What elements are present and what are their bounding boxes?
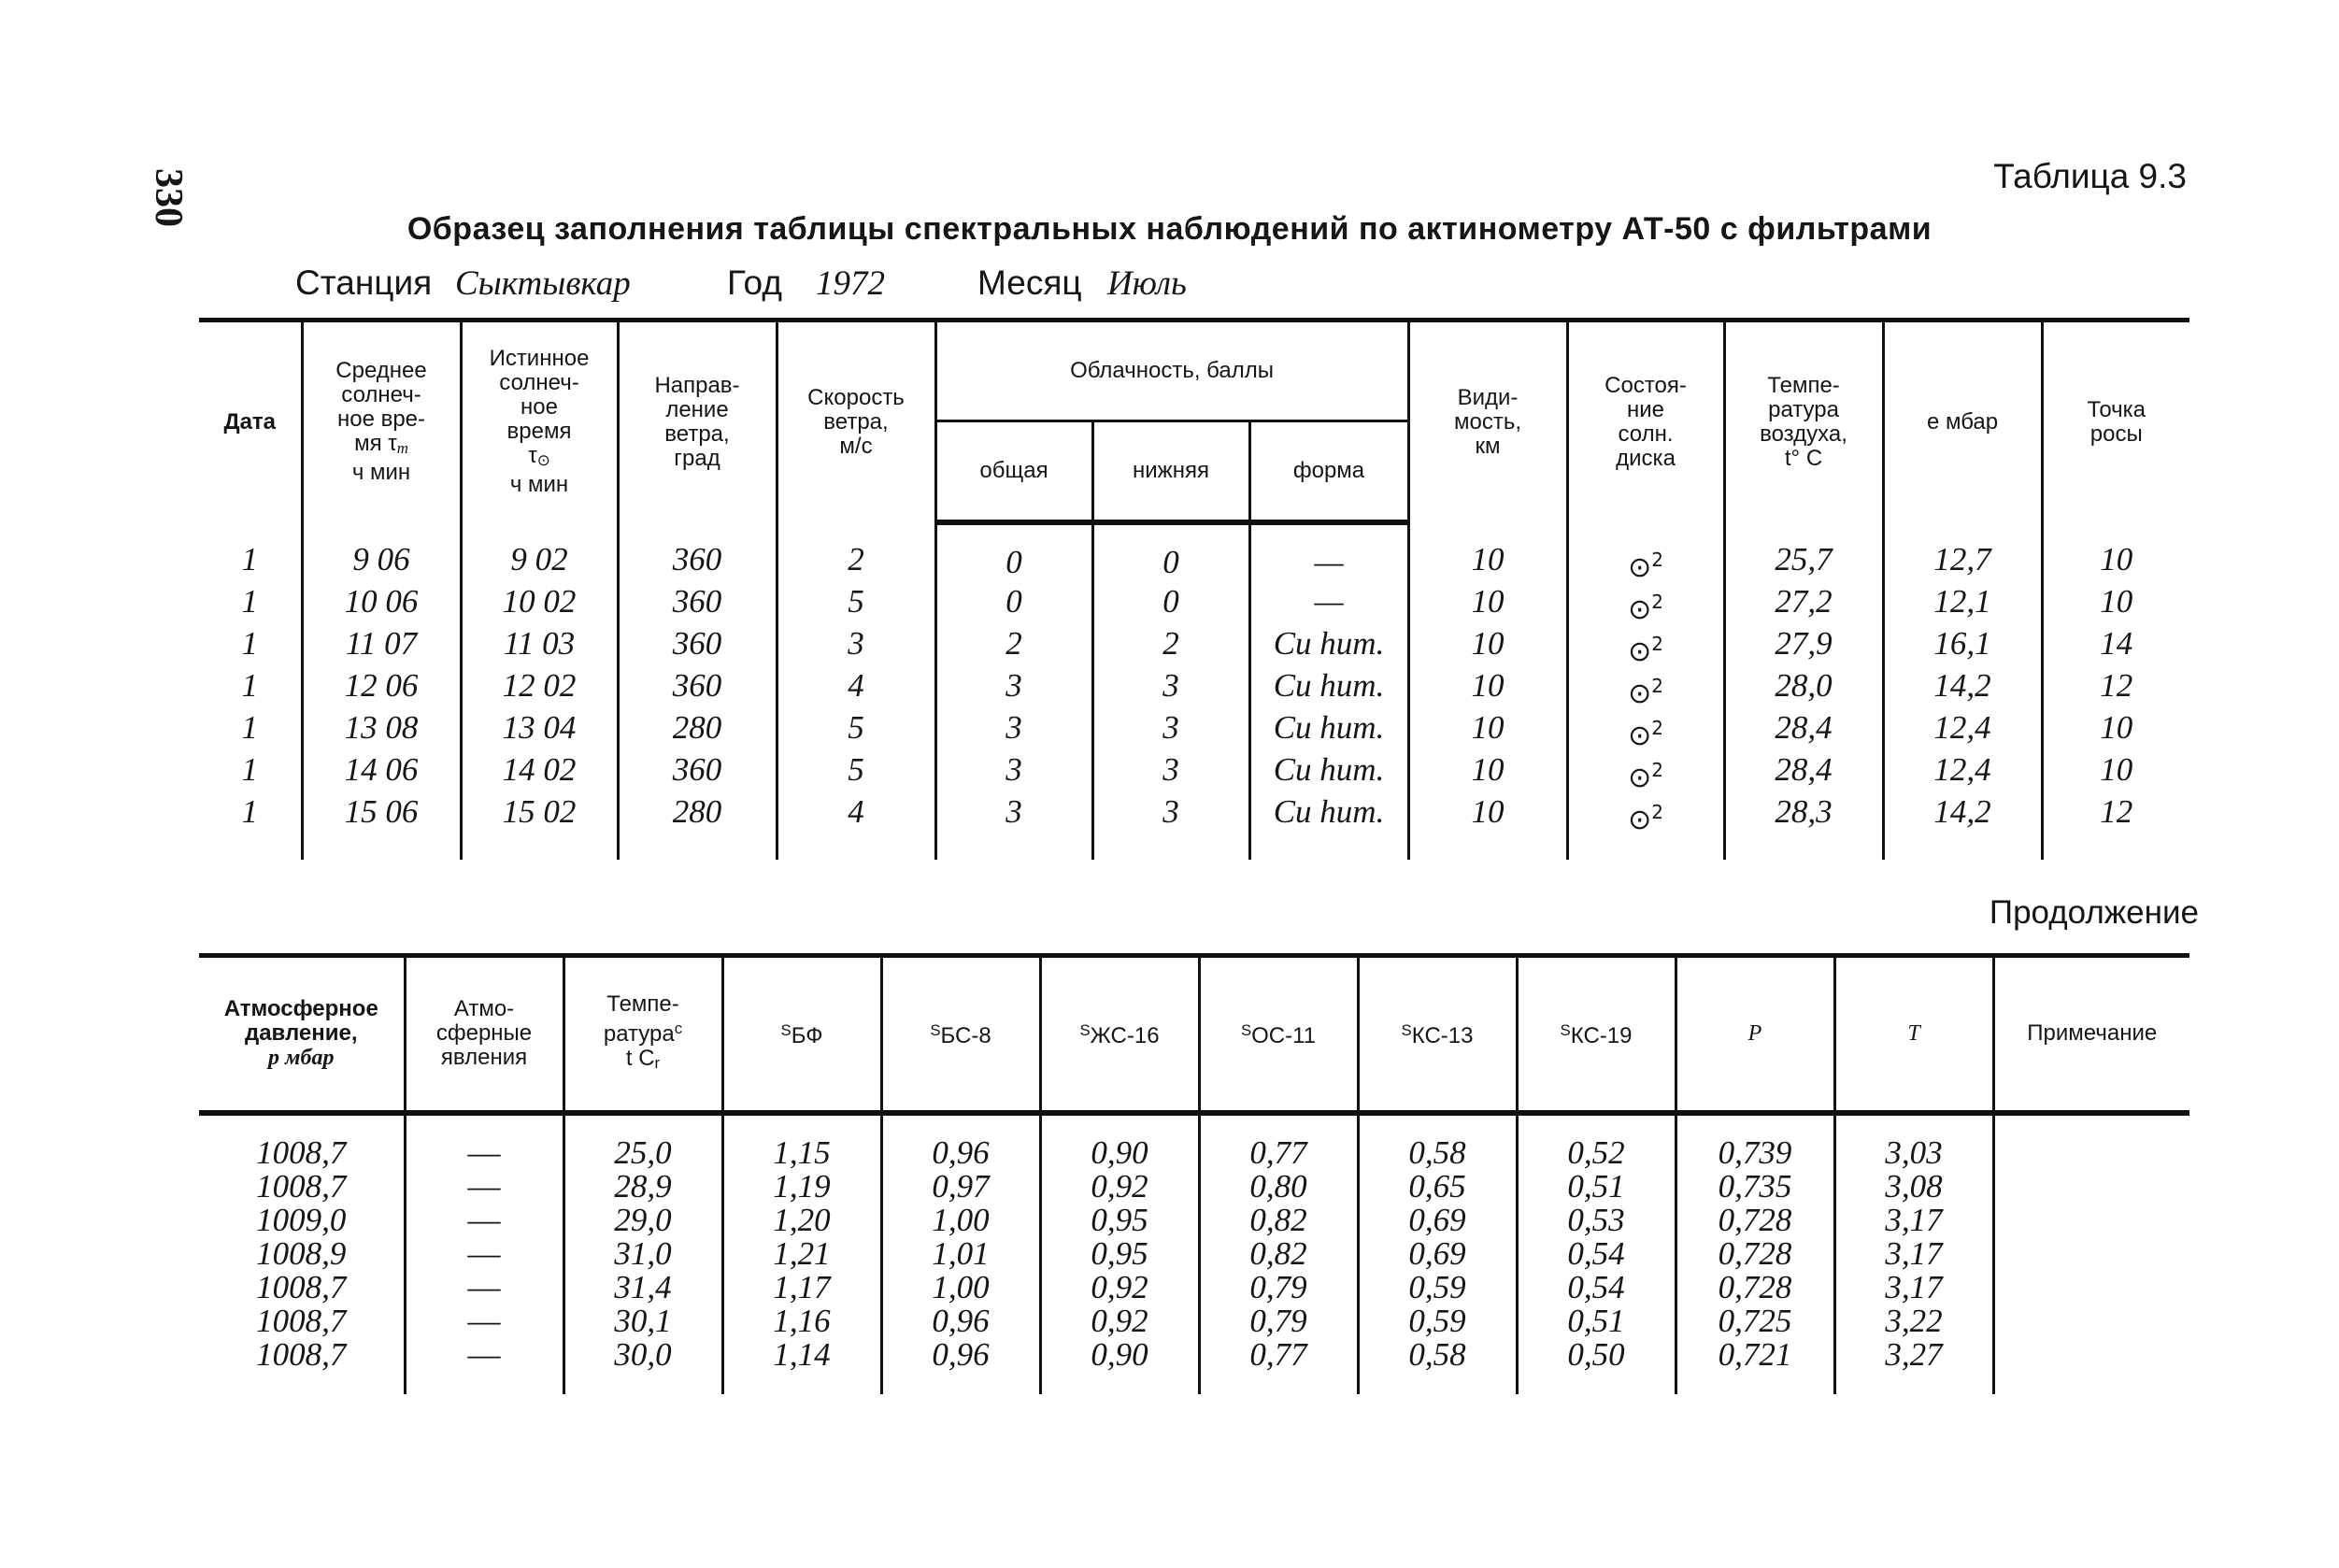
cell-s-bs8: 1,00 (881, 1271, 1040, 1304)
cell-wind-dir: 360 (618, 522, 777, 585)
sun-disk-icon: ⊙ (1628, 761, 1652, 794)
cell-t: 3,08 (1834, 1170, 1993, 1204)
cell-s-bs8: 0,97 (881, 1170, 1040, 1204)
cell-s-ks19: 0,52 (1517, 1113, 1676, 1170)
header-s-os11: $^S$ОС-11 (1199, 956, 1358, 1113)
cell-p: 0,739 (1676, 1113, 1834, 1170)
cell-t: 3,17 (1834, 1204, 1993, 1237)
table-row (199, 753, 2189, 795)
cell-s-ks13: 0,58 (1358, 1338, 1517, 1394)
header-vapor-pressure: e мбар (1883, 321, 2042, 522)
cell-sun-state: ⊙$^2$ (1567, 585, 1724, 627)
cell-visibility: 10 (1408, 795, 1567, 860)
cell-temp: 30,1 (563, 1304, 722, 1338)
header-mean-solar-time: Среднее солнеч- ное вре- мя τm ч мин (302, 321, 461, 522)
cell-s-ks19: 0,54 (1517, 1271, 1676, 1304)
continuation-table (199, 953, 2189, 1394)
cell-wind-speed: 4 (777, 669, 935, 711)
header-cloud-low: нижняя (1092, 421, 1249, 522)
sun-disk-icon: ⊙ (1628, 677, 1652, 710)
header-wind-speed: Скорость ветра, м/с (777, 321, 935, 522)
cell-t: 3,17 (1834, 1271, 1993, 1304)
cell-mean-time: 11 07 (302, 627, 461, 669)
cell-visibility: 10 (1408, 711, 1567, 753)
cell-mean-time: 9 06 (302, 522, 461, 585)
sun-disk-icon: ⊙ (1628, 803, 1652, 836)
cell-phenomena: — (405, 1204, 563, 1237)
cell-s-bs8: 1,01 (881, 1237, 1040, 1271)
cell-s-zhs16: 0,92 (1040, 1170, 1199, 1204)
cell-cloud-total: 2 (935, 627, 1092, 669)
cell-s-zhs16: 0,95 (1040, 1204, 1199, 1237)
table-row (199, 522, 2189, 585)
header-date: Дата (199, 321, 302, 522)
cell-p: 0,721 (1676, 1338, 1834, 1394)
cell-s-os11: 0,77 (1199, 1338, 1358, 1394)
cell-pressure: 1009,0 (199, 1204, 405, 1237)
cell-wind-speed: 2 (777, 522, 935, 585)
cell-cloud-form: Cu hum. (1249, 669, 1408, 711)
cell-temp: 25,0 (563, 1113, 722, 1170)
cell-sun-state: ⊙$^2$ (1567, 627, 1724, 669)
cell-p: 0,728 (1676, 1271, 1834, 1304)
cell-sun-state: ⊙$^2$ (1567, 669, 1724, 711)
header-sun-disk-state: Состоя- ние солн. диска (1567, 321, 1724, 522)
cell-pressure: 1008,7 (199, 1113, 405, 1170)
header-cloud-total: общая (935, 421, 1092, 522)
cell-temp: 29,0 (563, 1204, 722, 1237)
cell-s-bs8: 0,96 (881, 1113, 1040, 1170)
cell-air-temp: 27,9 (1724, 627, 1883, 669)
cell-s-ks13: 0,69 (1358, 1237, 1517, 1271)
station-label: Станция (295, 264, 433, 302)
header-t: T (1834, 956, 1993, 1113)
table-label: Таблица 9.3 (1993, 157, 2187, 195)
cell-note (1993, 1170, 2189, 1204)
cell-phenomena: — (405, 1338, 563, 1394)
header-note: Примечание (1993, 956, 2189, 1113)
cell-note (1993, 1204, 2189, 1237)
cell-s-ks19: 0,51 (1517, 1304, 1676, 1338)
cell-date: 1 (199, 627, 302, 669)
cell-s-zhs16: 0,90 (1040, 1338, 1199, 1394)
header-phenomena: Атмо- сферные явления (405, 956, 563, 1113)
cell-pressure: 1008,9 (199, 1237, 405, 1271)
cell-cloud-low: 3 (1092, 795, 1249, 860)
cell-s-zhs16: 0,95 (1040, 1237, 1199, 1271)
cell-wind-speed: 4 (777, 795, 935, 860)
header-wind-direction: Направ- ление ветра, град (618, 321, 777, 522)
cell-pressure: 1008,7 (199, 1304, 405, 1338)
cell-visibility: 10 (1408, 627, 1567, 669)
sun-disk-icon: ⊙ (1628, 719, 1652, 752)
cell-s-zhs16: 0,92 (1040, 1304, 1199, 1338)
cell-t: 3,22 (1834, 1304, 1993, 1338)
cell-wind-speed: 5 (777, 585, 935, 627)
header-air-temperature: Темпе- ратура воздуха, t° C (1724, 321, 1883, 522)
cell-vapor: 12,4 (1883, 711, 2042, 753)
cell-sun-state: ⊙$^2$ (1567, 753, 1724, 795)
header-p: P (1676, 956, 1834, 1113)
cell-s-bf: 1,14 (722, 1338, 881, 1394)
cell-true-time: 11 03 (461, 627, 618, 669)
cell-dew-point: 14 (2042, 627, 2189, 669)
header-s-zhs16: $^S$ЖС-16 (1040, 956, 1199, 1113)
cell-s-os11: 0,79 (1199, 1271, 1358, 1304)
cell-true-time: 14 02 (461, 753, 618, 795)
cell-visibility: 10 (1408, 753, 1567, 795)
table-row (199, 1304, 2189, 1338)
cell-note (1993, 1237, 2189, 1271)
header-s-bs8: $^S$БС-8 (881, 956, 1040, 1113)
cell-dew-point: 10 (2042, 711, 2189, 753)
cell-phenomena: — (405, 1113, 563, 1170)
cell-mean-time: 15 06 (302, 795, 461, 860)
cell-cloud-total: 3 (935, 711, 1092, 753)
cell-s-zhs16: 0,90 (1040, 1113, 1199, 1170)
cell-date: 1 (199, 669, 302, 711)
header-true-solar-time: Истинное солнеч- ное время τ⊙ ч мин (461, 321, 618, 522)
cell-s-ks19: 0,54 (1517, 1237, 1676, 1271)
cell-true-time: 15 02 (461, 795, 618, 860)
cell-mean-time: 12 06 (302, 669, 461, 711)
cell-s-bf: 1,17 (722, 1271, 881, 1304)
month-value: Июль (1107, 264, 1187, 303)
cell-vapor: 14,2 (1883, 669, 2042, 711)
cell-s-bf: 1,20 (722, 1204, 881, 1237)
cell-vapor: 12,7 (1883, 522, 2042, 585)
cell-phenomena: — (405, 1304, 563, 1338)
cell-p: 0,725 (1676, 1304, 1834, 1338)
cell-note (1993, 1113, 2189, 1170)
cell-s-zhs16: 0,92 (1040, 1271, 1199, 1304)
cell-s-bf: 1,21 (722, 1237, 881, 1271)
cell-air-temp: 28,0 (1724, 669, 1883, 711)
cell-cloud-low: 0 (1092, 522, 1249, 585)
cell-air-temp: 28,4 (1724, 711, 1883, 753)
cell-wind-dir: 360 (618, 585, 777, 627)
cell-pressure: 1008,7 (199, 1338, 405, 1394)
header-cloud-form: форма (1249, 421, 1408, 522)
cell-pressure: 1008,7 (199, 1271, 405, 1304)
cell-s-ks19: 0,51 (1517, 1170, 1676, 1204)
cell-sun-state: ⊙$^2$ (1567, 711, 1724, 753)
cell-dew-point: 12 (2042, 669, 2189, 711)
cell-cloud-total: 0 (935, 522, 1092, 585)
cell-dew-point: 10 (2042, 522, 2189, 585)
sun-disk-icon: ⊙ (1628, 592, 1652, 626)
cell-air-temp: 25,7 (1724, 522, 1883, 585)
table-row (199, 669, 2189, 711)
cell-vapor: 12,4 (1883, 753, 2042, 795)
cell-t: 3,27 (1834, 1338, 1993, 1394)
cell-cloud-low: 3 (1092, 753, 1249, 795)
cell-s-bf: 1,16 (722, 1304, 881, 1338)
table-row (199, 795, 2189, 860)
cell-note (1993, 1338, 2189, 1394)
sun-disk-icon: ⊙ (1628, 634, 1652, 668)
cell-cloud-low: 3 (1092, 669, 1249, 711)
cell-s-bs8: 0,96 (881, 1304, 1040, 1338)
cell-s-bs8: 0,96 (881, 1338, 1040, 1394)
cell-s-ks13: 0,59 (1358, 1271, 1517, 1304)
cell-cloud-form: Cu hum. (1249, 627, 1408, 669)
cell-wind-dir: 360 (618, 669, 777, 711)
cell-wind-speed: 5 (777, 753, 935, 795)
cell-cloud-low: 3 (1092, 711, 1249, 753)
cell-vapor: 12,1 (1883, 585, 2042, 627)
cell-wind-dir: 280 (618, 711, 777, 753)
cell-cloud-total: 3 (935, 753, 1092, 795)
cell-dew-point: 12 (2042, 795, 2189, 860)
cell-wind-speed: 3 (777, 627, 935, 669)
cell-cloud-form: Cu hum. (1249, 795, 1408, 860)
cell-temp: 31,0 (563, 1237, 722, 1271)
header-pressure: Атмосферное давление, p мбар (199, 956, 405, 1113)
cell-temp: 30,0 (563, 1338, 722, 1394)
cell-visibility: 10 (1408, 669, 1567, 711)
table-row (199, 1113, 2189, 1170)
observations-table (199, 318, 2189, 860)
month-label: Месяц (977, 264, 1082, 302)
cell-date: 1 (199, 795, 302, 860)
cell-air-temp: 28,4 (1724, 753, 1883, 795)
cell-date: 1 (199, 522, 302, 585)
cell-date: 1 (199, 753, 302, 795)
page-number: 330 (147, 168, 190, 227)
cell-cloud-total: 3 (935, 795, 1092, 860)
cell-wind-dir: 360 (618, 627, 777, 669)
cell-p: 0,735 (1676, 1170, 1834, 1204)
cell-t: 3,03 (1834, 1113, 1993, 1170)
table-row (199, 585, 2189, 627)
table-row (199, 1271, 2189, 1304)
cell-note (1993, 1271, 2189, 1304)
cell-visibility: 10 (1408, 522, 1567, 585)
cell-mean-time: 13 08 (302, 711, 461, 753)
cell-true-time: 9 02 (461, 522, 618, 585)
cell-s-os11: 0,80 (1199, 1170, 1358, 1204)
cell-cloud-form: — (1249, 585, 1408, 627)
cell-mean-time: 10 06 (302, 585, 461, 627)
table-row (199, 1204, 2189, 1237)
cell-s-bs8: 1,00 (881, 1204, 1040, 1237)
cell-cloud-form: Cu hum. (1249, 753, 1408, 795)
sun-disk-icon: ⊙ (1628, 550, 1652, 584)
table-row (199, 711, 2189, 753)
year-value: 1972 (816, 264, 885, 303)
cell-sun-state: ⊙$^2$ (1567, 795, 1724, 860)
cell-true-time: 12 02 (461, 669, 618, 711)
cell-pressure: 1008,7 (199, 1170, 405, 1204)
cell-wind-speed: 5 (777, 711, 935, 753)
cell-s-bf: 1,15 (722, 1113, 881, 1170)
cell-date: 1 (199, 585, 302, 627)
cell-phenomena: — (405, 1170, 563, 1204)
table-caption: Образец заполнения таблицы спектральных наблюдений по актинометру АТ-50 с фильтрами (406, 211, 1933, 247)
cell-phenomena: — (405, 1237, 563, 1271)
cell-true-time: 10 02 (461, 585, 618, 627)
cell-cloud-total: 0 (935, 585, 1092, 627)
cell-s-ks19: 0,50 (1517, 1338, 1676, 1394)
cell-cloud-form: Cu hum. (1249, 711, 1408, 753)
cell-air-temp: 27,2 (1724, 585, 1883, 627)
cell-s-os11: 0,79 (1199, 1304, 1358, 1338)
cell-s-os11: 0,77 (1199, 1113, 1358, 1170)
continuation-label: Продолжение (1989, 894, 2199, 931)
cell-date: 1 (199, 711, 302, 753)
cell-visibility: 10 (1408, 585, 1567, 627)
cell-cloud-form: — (1249, 522, 1408, 585)
cell-p: 0,728 (1676, 1204, 1834, 1237)
cell-t: 3,17 (1834, 1237, 1993, 1271)
cell-s-ks13: 0,69 (1358, 1204, 1517, 1237)
cell-temp: 31,4 (563, 1271, 722, 1304)
cell-phenomena: — (405, 1271, 563, 1304)
cell-cloud-low: 0 (1092, 585, 1249, 627)
table-row (199, 1338, 2189, 1394)
cell-cloud-low: 2 (1092, 627, 1249, 669)
cell-temp: 28,9 (563, 1170, 722, 1204)
table-row (199, 627, 2189, 669)
cell-sun-state: ⊙$^2$ (1567, 522, 1724, 585)
header-s-ks13: $^S$КС-13 (1358, 956, 1517, 1113)
cell-s-ks13: 0,59 (1358, 1304, 1517, 1338)
cell-wind-dir: 360 (618, 753, 777, 795)
header-dew-point: Точка росы (2042, 321, 2189, 522)
header-s-ks19: $^S$КС-19 (1517, 956, 1676, 1113)
cell-s-ks13: 0,58 (1358, 1113, 1517, 1170)
cell-wind-dir: 280 (618, 795, 777, 860)
cell-true-time: 13 04 (461, 711, 618, 753)
cell-vapor: 14,2 (1883, 795, 2042, 860)
header-temperature: Темпе- ратура$^c$ t Cr (563, 956, 722, 1113)
cell-s-os11: 0,82 (1199, 1204, 1358, 1237)
header-visibility: Види- мость, км (1408, 321, 1567, 522)
table-row (199, 1237, 2189, 1271)
cell-mean-time: 14 06 (302, 753, 461, 795)
header-cloudiness: Облачность, баллы (935, 321, 1408, 421)
station-value: Сыктывкар (455, 264, 631, 303)
cell-note (1993, 1304, 2189, 1338)
cell-air-temp: 28,3 (1724, 795, 1883, 860)
cell-s-ks13: 0,65 (1358, 1170, 1517, 1204)
cell-dew-point: 10 (2042, 753, 2189, 795)
year-label: Год (727, 264, 782, 302)
table-row (199, 1170, 2189, 1204)
header-s-bf: $^S$БФ (722, 956, 881, 1113)
cell-s-ks19: 0,53 (1517, 1204, 1676, 1237)
cell-vapor: 16,1 (1883, 627, 2042, 669)
cell-p: 0,728 (1676, 1237, 1834, 1271)
cell-cloud-total: 3 (935, 669, 1092, 711)
cell-dew-point: 10 (2042, 585, 2189, 627)
cell-s-os11: 0,82 (1199, 1237, 1358, 1271)
cell-s-bf: 1,19 (722, 1170, 881, 1204)
